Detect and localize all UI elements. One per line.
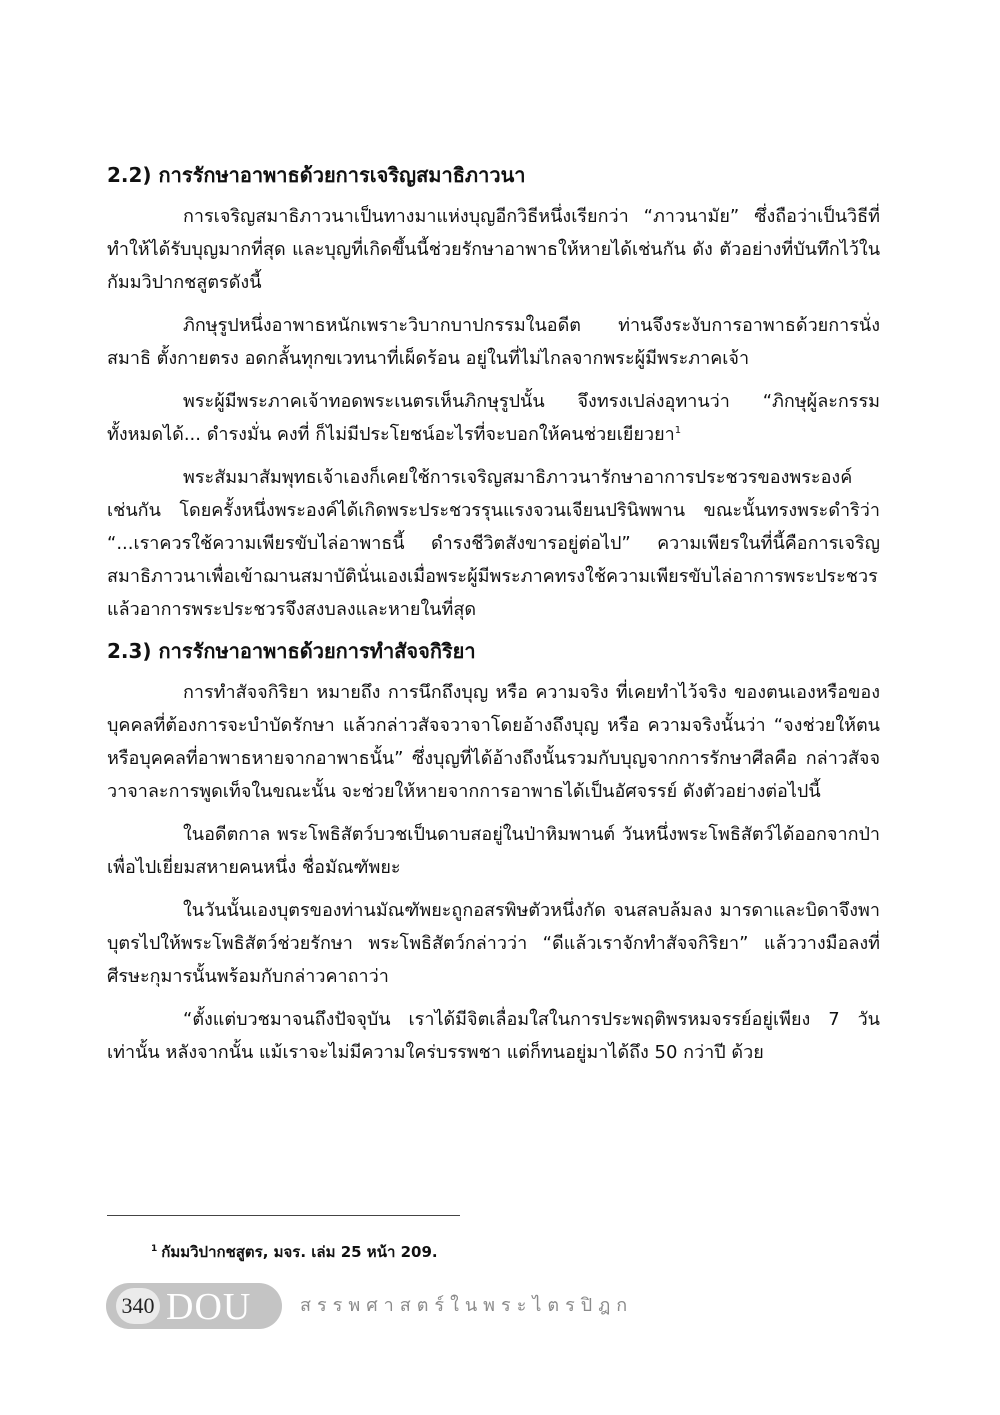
- section-heading-2-3: 2.3) การรักษาอาพาธด้วยการทำสัจจกิริยา: [107, 639, 476, 663]
- paragraph: ภิกษุรูปหนึ่งอาพาธหนักเพราะวิบากบาปกรรมในอดีต ท่านจึงระงับการอาพาธด้วยการนั่งสมาธิ ตั้งกายตรง อดกลั้นทุกขเวทนาที่เผ็ดร้อน อยู่ในที่ไม่ไกลจากพระผู้มีพระภาคเจ้า: [107, 315, 880, 369]
- paragraph: ในวันนั้นเองบุตรของท่านมัณฑัพยะถูกอสรพิษตัวหนึ่งกัด จนสลบล้มลง มารดาและบิดาจึงพาบุตรไปให้พระโพธิสัตว์ช่วยรักษา พระโพธิสัตว์กล่าวว่า “ดีแล้วเราจักทำสัจจกิริยา” แล้ววางมือลงที่ศีรษะกุมารนั้นพร้อมกับกล่าวคาถาว่า: [107, 900, 880, 987]
- page-number: 340: [116, 1288, 160, 1324]
- section-heading-2-2: 2.2) การรักษาอาพาธด้วยการเจริญสมาธิภาวนา: [107, 163, 526, 187]
- footnote-number: 1: [151, 1244, 158, 1254]
- paragraph: การทำสัจจกิริยา หมายถึง การนึกถึงบุญ หรือ ความจริง ที่เคยทำไว้จริง ของตนเองหรือของบุคคลที่ต้องการจะบำบัดรักษา แล้วกล่าวสัจจวาจาโดยอ้างถึงบุญ หรือ ความจริงนั้นว่า “จงช่วยให้ตนหรือบุคคลที่อาพาธหายจากอาพาธนั้น” ซึ่งบุญที่ได้อ้างถึงนั้นรวมกับบุญจากการรักษาศีลคือ กล่าวสัจจวาจาละการพูดเท็จในขณะนั้น จะช่วยให้หายจากการอาพาธได้เป็นอัศจรรย์ ดังตัวอย่างต่อไปนี้: [107, 682, 880, 802]
- footnote-text: กัมมวิปากชสูตร, มจร. เล่ม 25 หน้า 209.: [161, 1243, 438, 1261]
- running-title: สรรพศาสตร์ในพระไตรปิฎก: [300, 1295, 634, 1316]
- paragraph: การเจริญสมาธิภาวนาเป็นทางมาแห่งบุญอีกวิธีหนึ่งเรียกว่า “ภาวนามัย” ซึ่งถือว่าเป็นวิธีที่ทำให้ได้รับบุญมากที่สุด และบุญที่เกิดขึ้นนี้ช่วยรักษาอาพาธให้หายได้เช่นกัน ดัง ตัวอย่างที่บันทึกไว้ในกัมมวิปากชสูตรดังนี้: [107, 206, 880, 293]
- dou-logo: DOU: [166, 1286, 252, 1328]
- page-body: [107, 160, 880, 1079]
- footnote-divider: [107, 1215, 460, 1216]
- paragraph: พระสัมมาสัมพุทธเจ้าเองก็เคยใช้การเจริญสมาธิภาวนารักษาอาการประชวรของพระองค์เช่นกัน โดยครั้งหนึ่งพระองค์ได้เกิดพระประชวรรุนแรงจวนเจียนปรินิพพาน ขณะนั้นทรงพระดำริว่า “...เราควรใช้ความเพียรขับไล่อาพาธนี้ ดำรงชีวิตสังขารอยู่ต่อไป” ความเพียรในที่นี้คือการเจริญสมาธิภาวนาเพื่อเข้าฌานสมาบัตินั่นเองเมื่อพระผู้มีพระภาคทรงใช้ความเพียรขับไล่อาการพระประชวรแล้วอาการพระประชวรจึงสงบลงและหายในที่สุด: [107, 467, 880, 620]
- paragraph: ในอดีตกาล พระโพธิสัตว์บวชเป็นดาบสอยู่ในป่าหิมพานต์ วันหนึ่งพระโพธิสัตว์ได้ออกจากป่าเพื่อไปเยี่ยมสหายคนหนึ่ง ชื่อมัณฑัพยะ: [107, 824, 880, 878]
- paragraph: “ตั้งแต่บวชมาจนถึงปัจจุบัน เราได้มีจิตเลื่อมใสในการประพฤติพรหมจรรย์อยู่เพียง 7 วันเท่านั้น หลังจากนั้น แม้เราจะไม่มีความใคร่บรรพชา แต่ก็ทนอยู่มาได้ถึง 50 กว่าปี ด้วย: [107, 1009, 880, 1063]
- paragraph: [107, 385, 880, 451]
- page-footer-badge: [106, 1283, 282, 1329]
- footnote-reference: 1: [674, 425, 682, 436]
- paragraph-text: พระผู้มีพระภาคเจ้าทอดพระเนตรเห็นภิกษุรูปนั้น จึงทรงเปล่งอุทานว่า “ภิกษุผู้ละกรรมทั้งหมดได้... ดำรงมั่น คงที่ ก็ไม่มีประโยชน์อะไรที่จะบอกให้คนช่วยเยียวยา: [107, 391, 880, 445]
- footnote: [151, 1238, 438, 1263]
